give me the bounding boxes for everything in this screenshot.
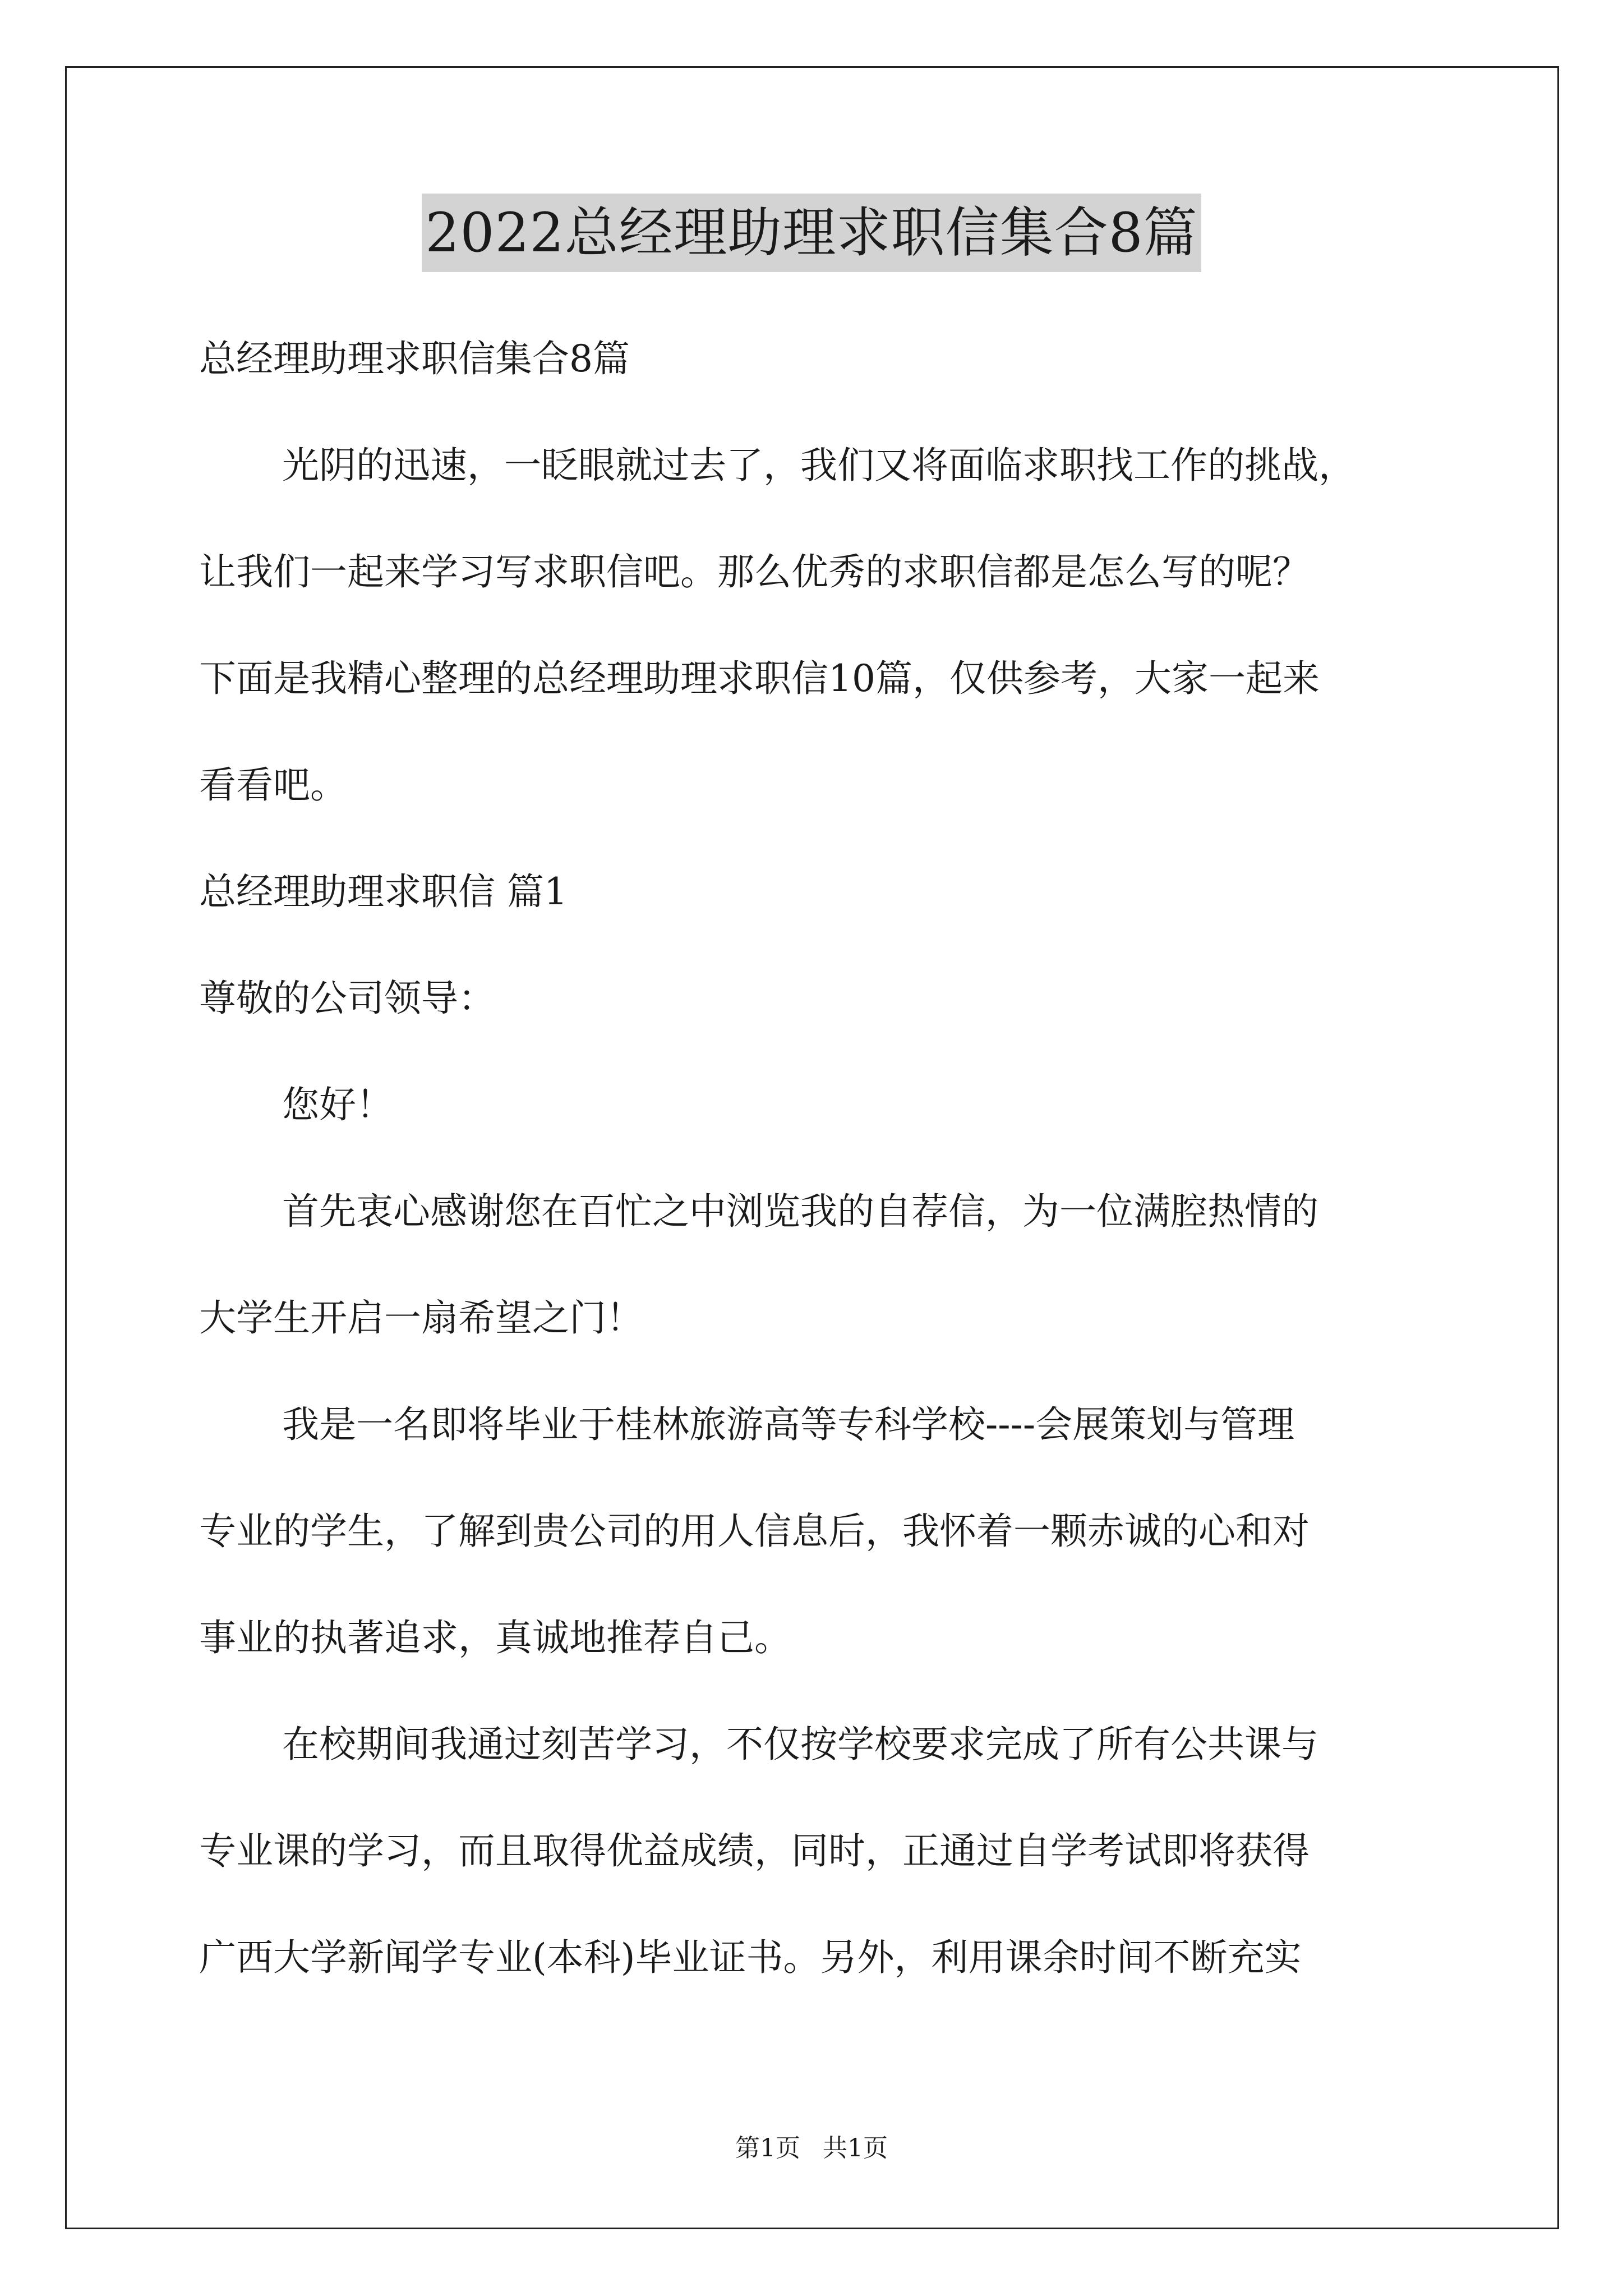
para3-line-2: 专业课的学习，而且取得优益成绩，同时，正通过自学考试即将获得	[199, 1829, 1310, 1872]
para1-line-2: 大学生开启一扇希望之门！	[199, 1296, 643, 1340]
page-footer	[0, 2132, 1623, 2165]
para2-line-1: 我是一名即将毕业于桂林旅游高等专科学校----会展策划与管理	[282, 1403, 1295, 1446]
para1-line-1: 首先衷心感谢您在百忙之中浏览我的自荐信，为一位满腔热情的	[282, 1190, 1318, 1233]
document-body	[199, 306, 1433, 2011]
para3-line-1: 在校期间我通过刻苦学习，不仅按学校要求完成了所有公共课与	[282, 1723, 1318, 1766]
para2-line-3: 事业的执著追求，真诚地推荐自己。	[199, 1616, 791, 1659]
document-title: 2022总经理助理求职信集合8篇	[422, 194, 1201, 272]
section-heading: 总经理助理求职信 篇1	[199, 870, 568, 913]
intro-line-4: 看看吧。	[199, 763, 347, 807]
salutation: 尊敬的公司领导：	[199, 977, 495, 1020]
para2-line-2: 专业的学生，了解到贵公司的用人信息后，我怀着一颗赤诚的心和对	[199, 1510, 1310, 1553]
intro-line-3: 下面是我精心整理的总经理助理求职信10篇，仅供参考，大家一起来	[199, 657, 1320, 700]
intro-line-2: 让我们一起来学习写求职信吧。那么优秀的求职信都是怎么写的呢？	[199, 550, 1310, 593]
page-total: 共1页	[823, 2134, 888, 2162]
para3-line-3: 广西大学新闻学专业(本科)毕业证书。另外，利用课余时间不断充实	[199, 1936, 1302, 1979]
title-container	[0, 194, 1623, 272]
page-number: 第1页	[735, 2134, 800, 2162]
intro-line-1: 光阴的迅速，一眨眼就过去了，我们又将面临求职找工作的挑战，	[282, 444, 1355, 487]
greeting: 您好！	[282, 1083, 393, 1126]
subtitle-line: 总经理助理求职信集合8篇	[199, 337, 630, 380]
